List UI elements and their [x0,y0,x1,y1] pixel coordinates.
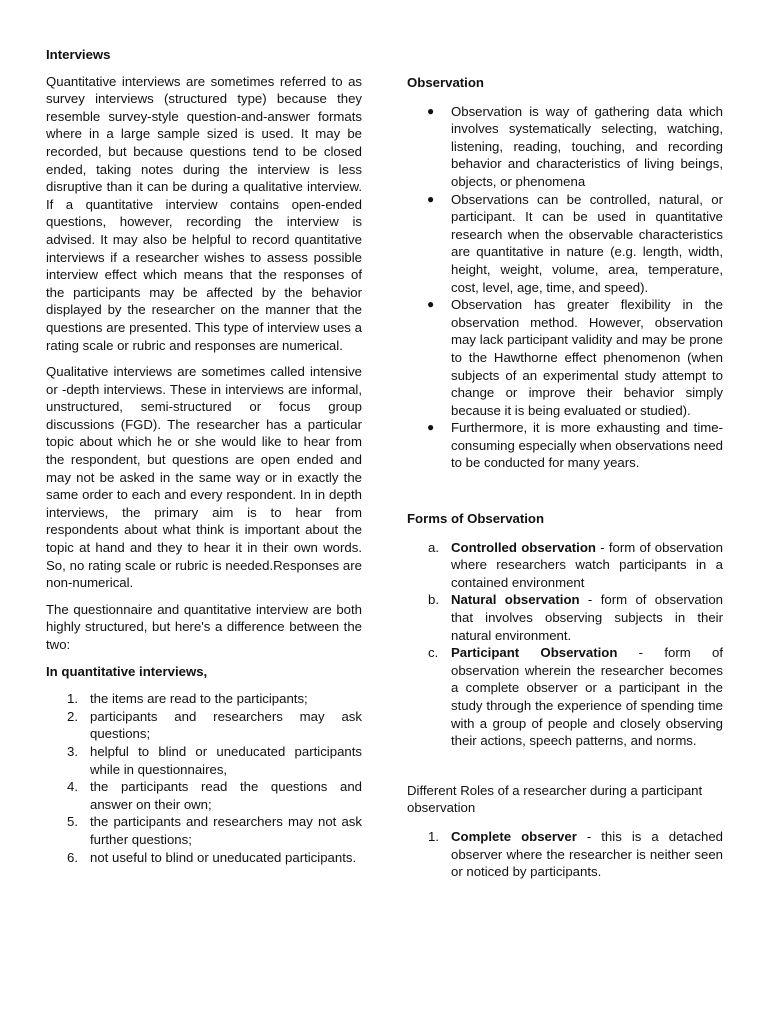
quantitative-interviews-paragraph: Quantitative interviews are sometimes referred to as survey interviews (structured type) because they resemble survey-style question-and-answer formats where in a large sample sized is used. It may be recorded, but because questions tend to be closed ended, taking notes during the interview is less disruptive than it can be during a qualitative interview. If a quantitative interview contains open-ended questions, however, recording the interview is advised. It may also be helpful to record quantitative interviews if a researcher wishes to assess possible interview effect which means that the responses of the participants may be affected by the behavior displayed by the researcher on the manner that the questions are presented. This type of interview uses a rating scale or rubric and responses are numerical. [46,73,362,353]
left-column [46,0,362,866]
observation-heading: Observation [407,75,484,90]
list-item: ● Furthermore, it is more exhausting and time-consuming especially when observations need to be conducted for many years. [427,420,723,471]
list-item: ● Observations can be controlled, natural, or participant. It can be used in quantitative research when the observable characteristics are quantitative in nature (e.g. length, width, height, weight, volume, area, temperature, cost, level, age, time, and speed). [427,191,723,295]
bullet-icon: ● [427,103,435,118]
roles-heading: Different Roles of a researcher during a participant observation [407,782,703,816]
list-item: 2. participants and researchers may ask questions; [67,708,362,742]
list-item: b. Natural observation - form of observation that involves observing subjects in their natural environment. [428,592,723,643]
observation-bullets [407,103,723,472]
list-item: 3. helpful to blind or uneducated participants while in questionnaires, [67,743,362,777]
qualitative-interviews-paragraph: Qualitative interviews are sometimes called intensive or -depth interviews. These in interviews are informal, unstructured, semi-structured or focus group discussions (FGD). The researcher has a particular topic about which he or she would like to hear from the respondent, but questions are open ended and may not be asked in the same way or in exactly the same order to each and every respondent. In in depth interviews, the primary aim is to hear from respondents about what think is important about the topic at hand and they to hear it in their own words. So, no rating scale or rubric is needed.Responses are non-numerical. [46,364,362,591]
list-item: 1. the items are read to the participants; [67,691,308,707]
list-item: ● Observation has greater flexibility in the observation method. However, observation may lack participant validity and may be prone to the Hawthorne effect phenomenon (when subjects of an experimental study attempt to change or improve their behavior simply because it is being evaluated or studied). [427,297,723,418]
list-item: 1. Complete observer - this is a detached observer where the researcher is neither seen or noticed by participants. [428,828,723,880]
quantitative-list [46,690,362,866]
list-item: c. Participant Observation - form of observation wherein the researcher becomes a complete observer or a participant in the study through the experience of spending time with a group of people and closely observing their actions, speech patterns, and norms. [428,645,723,749]
right-column [407,0,723,881]
list-item: ● Observation is way of gathering data which involves systematically selecting, watching, listening, reading, touching, and recording behavior and characteristics of living beings, objects, or phenomena [427,103,723,189]
bullet-icon: ● [427,420,435,435]
roles-list [407,828,723,881]
quantitative-list-heading: In quantitative interviews, [46,663,208,679]
list-item: 5. the participants and researchers may not ask further questions; [67,814,362,847]
list-item: 6. not useful to blind or uneducated participants. [67,849,357,865]
forms-of-observation-heading: Forms of Observation [407,511,545,527]
difference-paragraph: The questionnaire and quantitative interview are both highly structured, but here's a difference between the two: [46,601,362,652]
forms-list [407,539,723,750]
bullet-icon: ● [427,297,435,312]
list-item: a. Controlled observation - form of observation where researchers watch participants in a contained environment [428,539,723,590]
interviews-heading: Interviews [46,47,111,62]
bullet-icon: ● [427,191,435,206]
list-item: 4. the participants read the questions and answer on their own; [67,779,362,812]
